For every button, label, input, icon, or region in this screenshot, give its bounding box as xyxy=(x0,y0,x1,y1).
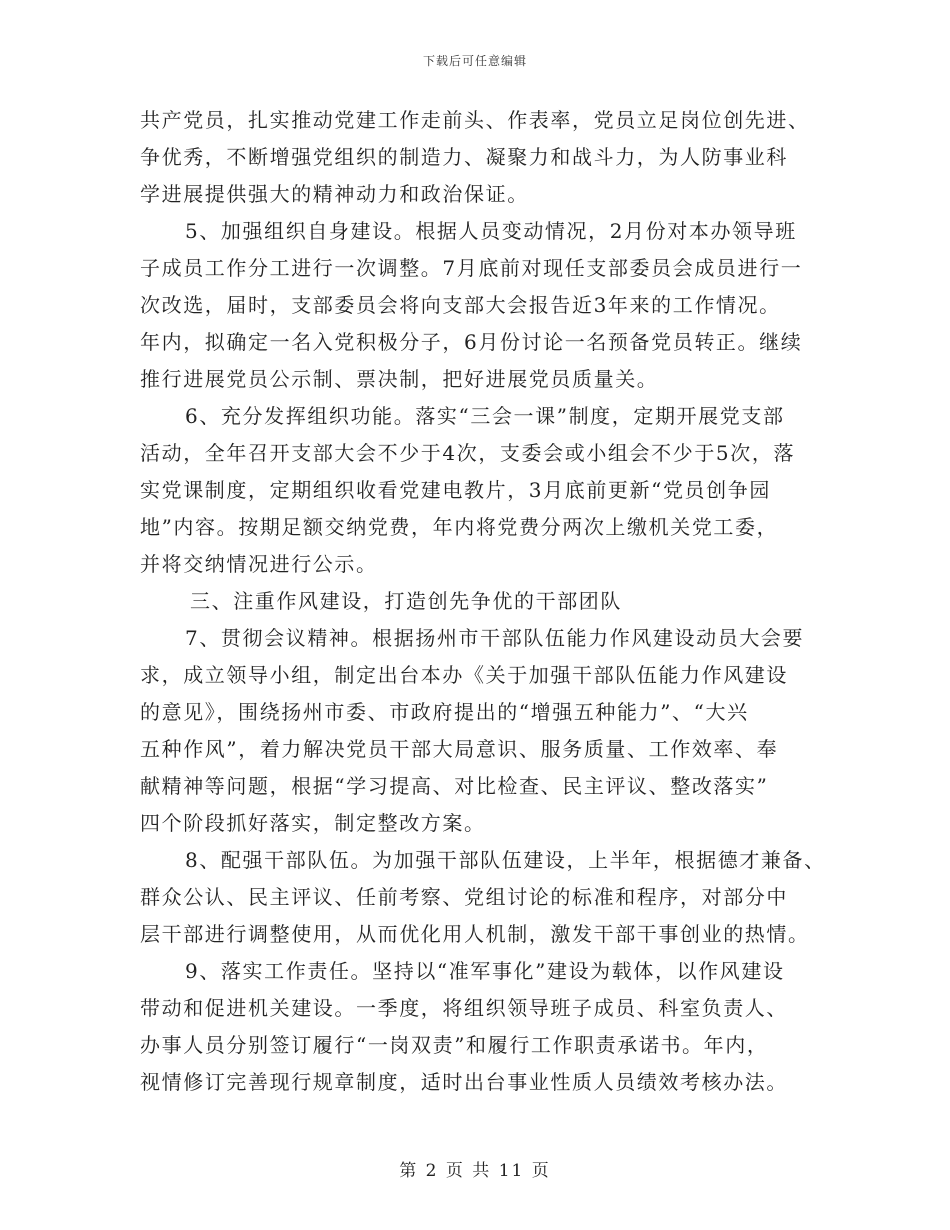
paragraph-line: 献精神等问题，根据“学习提高、对比检查、民主评议、整改落实” xyxy=(140,774,769,798)
paragraph-line: 学进展提供强大的精神动力和政治保证。 xyxy=(140,182,529,206)
paragraph-line: 8、配强干部队伍。为加强干部队伍建设，上半年，根据德才兼备、 xyxy=(185,848,826,872)
paragraph-line: 共产党员，扎实推动党建工作走前头、作表率，党员立足岗位创先进、 xyxy=(140,108,810,132)
paragraph-line: 五种作风”，着力解决党员干部大局意识、服务质量、工作效率、奉 xyxy=(140,737,779,761)
paragraph-line: 次改选，届时，支部委员会将向支部大会报告近3年来的工作情况。 xyxy=(140,293,781,317)
paragraph-line: 实党课制度，定期组织收看党建电教片，3月底前更新“党员创争园 xyxy=(140,478,771,502)
paragraph-line: 办事人员分别签订履行“一岗双责”和履行工作职责承诺书。年内， xyxy=(140,1033,769,1057)
paragraph-line: 的意见》，围绕扬州市委、市政府提出的“增强五种能力”、“大兴 xyxy=(140,700,749,724)
page-footer: 第 2 页 共 11 页 xyxy=(399,1161,551,1181)
section-heading: 三、注重作风建设，打造创先争优的干部团队 xyxy=(190,589,622,613)
paragraph-line: 视情修订完善现行规章制度，适时出台事业性质人员绩效考核办法。 xyxy=(140,1070,788,1094)
paragraph-line: 群众公认、民主评议、任前考察、党组讨论的标准和程序，对部分中 xyxy=(140,885,788,909)
paragraph-line: 7、贯彻会议精神。根据扬州市干部队伍能力作风建设动员大会要 xyxy=(185,626,805,650)
paragraph-line: 子成员工作分工进行一次调整。7月底前对现任支部委员会成员进行一 xyxy=(140,256,803,280)
paragraph-line: 并将交纳情况进行公示。 xyxy=(140,552,378,576)
paragraph-line: 求，成立领导小组，制定出台本办《关于加强干部队伍能力作风建设 xyxy=(140,663,788,687)
paragraph-line: 活动，全年召开支部大会不少于4次，支委会或小组会不少于5次，落 xyxy=(140,441,796,465)
paragraph-line: 5、加强组织自身建设。根据人员变动情况，2月份对本办领导班 xyxy=(185,219,797,243)
paragraph-line: 年内，拟确定一名入党积极分子，6月份讨论一名预备党员转正。继续 xyxy=(140,330,803,354)
paragraph-line: 推行进展党员公示制、票决制，把好进展党员质量关。 xyxy=(140,367,659,391)
paragraph-line: 争优秀，不断增强党组织的制造力、凝聚力和战斗力，为人防事业科 xyxy=(140,145,788,169)
paragraph-line: 层干部进行调整使用，从而优化用人机制，激发干部干事创业的热情。 xyxy=(140,922,810,946)
paragraph-line: 9、落实工作责任。坚持以“准军事化”建设为载体，以作风建设 xyxy=(185,959,785,983)
paragraph-line: 带动和促进机关建设。一季度，将组织领导班子成员、科室负责人、 xyxy=(140,996,788,1020)
page-header: 下载后可任意编辑 xyxy=(422,54,527,68)
paragraph-line: 四个阶段抓好落实，制定整改方案。 xyxy=(140,811,486,835)
paragraph-line: 地”内容。按期足额交纳党费，年内将党费分两次上缴机关党工委， xyxy=(140,515,779,539)
paragraph-line: 6、充分发挥组织功能。落实“三会一课”制度，定期开展党支部 xyxy=(185,404,785,428)
body-text xyxy=(140,102,840,1101)
